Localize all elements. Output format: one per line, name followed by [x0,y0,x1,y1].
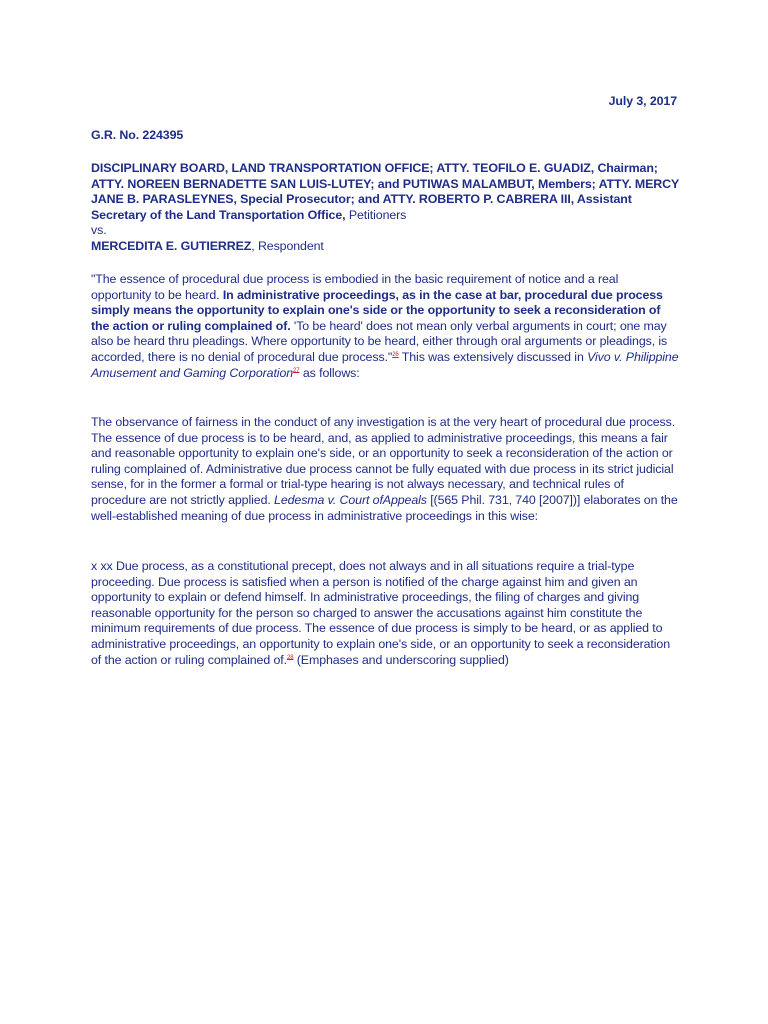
case-citation-ledesma: Ledesma v. Court ofAppeals [274,492,427,507]
petitioners-label: Petitioners [345,207,407,222]
paragraph-1-text-d: as follows: [299,365,360,380]
petitioners-names: DISCIPLINARY BOARD, LAND TRANSPORTATION OFFICE; ATTY. TEOFILO E. GUADIZ, Chairman; ATTY. NOREEN BERNADETTE SAN LUIS-LUTEY; and PUTIWAS MALAMBUT, Members; ATTY. MERCY JANE B. PARASLEYNES, Special Prosecutor; and ATTY. ROBERTO P. CABRERA III, Assistant Secretary of the Land Transportation Office, [91,161,679,222]
paragraph-2-text-a: The observance of fairness in the conduct of any investigation is at the very heart of procedural due process. The essence of due process is to be heard, and, as applied to administrative proceedings, this means a fair and reasonable opportunity to explain one's side, or an opportunity to seek a reconsideration of the action or ruling complained of. Administrative due process cannot be fully equated with due process in its strict judicial sense, for in the former a formal or trial-type hearing is not always necessary, and technical rules of procedure are not strictly applied. [91,415,676,507]
paragraph-2 [91,415,681,524]
respondent-label: , Respondent [251,238,324,253]
case-citation-vivo: Vivo v. Philippine Amusement and Gaming Corporation [91,349,679,380]
paragraph-3-text-b: (Emphases and underscoring supplied) [293,652,509,667]
decision-date: July 3, 2017 [608,94,677,108]
paragraph-2-text-b: [(565 Phil. 731, 740 [2007])] elaborates on the well-established meaning of due process in administrative proceedings in this wise: [91,492,678,523]
versus-text: vs. [91,223,107,238]
paragraph-1-text-a: "The essence of procedural due process is embodied in the basic requirement of notice and a real opportunity to be heard. [91,272,619,302]
case-number: G.R. No. 224395 [91,128,184,142]
footnote-link-26[interactable]: 26 [392,351,399,358]
paragraph-1-text-b: 'To be heard' does not mean only verbal arguments in court; one may also be heard thru pleadings. Where opportunity to be heard, either through oral arguments or pleadings, is accorded, there is no denial of procedural due process." [91,318,668,364]
paragraph-3 [91,559,681,668]
footnote-link-27[interactable]: 27 [293,367,300,374]
respondent-name: MERCEDITA E. GUTIERREZ [91,238,252,253]
case-parties [91,161,681,255]
paragraph-1-text-c: This was extensively discussed in [398,349,588,364]
paragraph-1 [91,272,681,381]
paragraph-1-bold: In administrative proceedings, as in the case at bar, procedural due process simply means the opportunity to explain one's side or the opportunity to seek a reconsideration of the action or ruling complained of. [91,287,663,333]
footnote-link-28[interactable]: 28 [286,654,294,661]
paragraph-3-text-a: x xx Due process, as a constitutional precept, does not always and in all situations require a trial-type proceeding. Due process is satisfied when a person is notified of the charge against him and given an opportunity to explain or defend himself. In administrative proceedings, the filing of charges and giving reasonable opportunity for the person so charged to answer the accusations against him constitute the minimum requirements of due process. The essence of due process is simply to be heard, or as applied to administrative proceedings, an opportunity to explain one's side, or an opportunity to seek a reconsideration of the action or ruling complained of. [91,559,670,667]
